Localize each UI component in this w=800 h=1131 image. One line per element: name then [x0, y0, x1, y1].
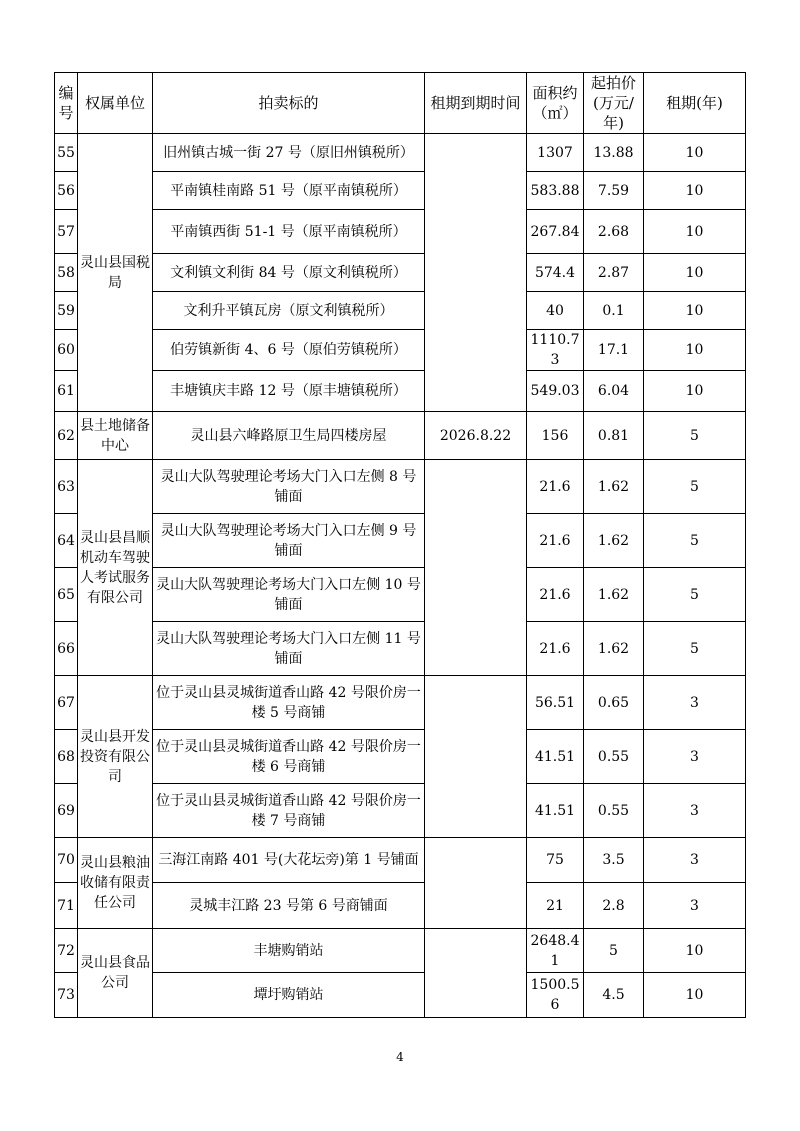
table-row [55, 838, 746, 883]
row-no: 57 [55, 210, 78, 254]
header-no: 编号 [55, 73, 78, 134]
row-target: 位于灵山县灵城街道香山路 42 号限价房一楼 7 号商铺 [153, 784, 425, 838]
row-term: 5 [644, 622, 746, 676]
row-target: 灵山大队驾驶理论考场大门入口左侧 10 号铺面 [153, 568, 425, 622]
owner-cell: 灵山县开发投资有限公司 [78, 676, 153, 838]
row-price: 7.59 [584, 172, 644, 210]
row-target: 丰塘购销站 [153, 929, 425, 973]
row-target: 灵山大队驾驶理论考场大门入口左侧 11 号铺面 [153, 622, 425, 676]
row-price: 5 [584, 929, 644, 973]
row-area: 1110.73 [527, 330, 584, 371]
row-target: 位于灵山县灵城街道香山路 42 号限价房一楼 5 号商铺 [153, 676, 425, 730]
header-target: 拍卖标的 [153, 73, 425, 134]
row-price: 1.62 [584, 514, 644, 568]
row-area: 21.6 [527, 460, 584, 514]
row-term: 3 [644, 838, 746, 883]
table-row [55, 568, 746, 622]
table-row [55, 172, 746, 210]
row-area: 2648.41 [527, 929, 584, 973]
table-row [55, 292, 746, 330]
row-price: 13.88 [584, 134, 644, 172]
row-price: 1.62 [584, 460, 644, 514]
header-price: 起拍价(万元/年) [584, 73, 644, 134]
row-no: 63 [55, 460, 78, 514]
row-area: 549.03 [527, 371, 584, 412]
row-no: 72 [55, 929, 78, 973]
row-no: 73 [55, 973, 78, 1018]
row-term: 10 [644, 210, 746, 254]
row-term: 10 [644, 134, 746, 172]
row-area: 21 [527, 883, 584, 929]
row-area: 41.51 [527, 784, 584, 838]
table-row [55, 460, 746, 514]
row-area: 56.51 [527, 676, 584, 730]
table-row [55, 330, 746, 371]
expiry-cell [425, 134, 527, 412]
row-term: 10 [644, 254, 746, 292]
row-no: 64 [55, 514, 78, 568]
row-price: 0.55 [584, 784, 644, 838]
table-row [55, 973, 746, 1018]
row-term: 5 [644, 514, 746, 568]
header-area: 面积约（㎡） [527, 73, 584, 134]
row-price: 1.62 [584, 568, 644, 622]
row-area: 583.88 [527, 172, 584, 210]
row-area: 1500.56 [527, 973, 584, 1018]
row-no: 68 [55, 730, 78, 784]
row-target: 伯劳镇新街 4、6 号（原伯劳镇税所） [153, 330, 425, 371]
row-target: 文利升平镇瓦房（原文利镇税所） [153, 292, 425, 330]
row-target: 灵山大队驾驶理论考场大门入口左侧 8 号铺面 [153, 460, 425, 514]
row-term: 3 [644, 730, 746, 784]
row-target: 平南镇西街 51-1 号（原平南镇税所） [153, 210, 425, 254]
table-row [55, 254, 746, 292]
table-row [55, 730, 746, 784]
row-area: 574.4 [527, 254, 584, 292]
row-area: 267.84 [527, 210, 584, 254]
row-no: 65 [55, 568, 78, 622]
table-row [55, 676, 746, 730]
header-expiry: 租期到期时间 [425, 73, 527, 134]
row-price: 2.8 [584, 883, 644, 929]
header-owner: 权属单位 [78, 73, 153, 134]
expiry-cell [425, 676, 527, 838]
row-no: 58 [55, 254, 78, 292]
expiry-cell [425, 838, 527, 929]
expiry-cell [425, 929, 527, 1018]
row-no: 56 [55, 172, 78, 210]
row-price: 0.1 [584, 292, 644, 330]
row-target: 旧州镇古城一街 27 号（原旧州镇税所） [153, 134, 425, 172]
owner-cell: 灵山县粮油收储有限责任公司 [78, 838, 153, 929]
row-no: 66 [55, 622, 78, 676]
row-term: 5 [644, 412, 746, 460]
header-row [55, 73, 746, 134]
row-term: 10 [644, 330, 746, 371]
row-term: 10 [644, 929, 746, 973]
row-price: 2.68 [584, 210, 644, 254]
auction-table [54, 72, 746, 1018]
row-term: 10 [644, 371, 746, 412]
row-no: 69 [55, 784, 78, 838]
row-term: 5 [644, 460, 746, 514]
table-row [55, 929, 746, 973]
row-area: 21.6 [527, 568, 584, 622]
row-no: 71 [55, 883, 78, 929]
table-row [55, 134, 746, 172]
row-no: 61 [55, 371, 78, 412]
row-target: 丰塘镇庆丰路 12 号（原丰塘镇税所） [153, 371, 425, 412]
row-term: 3 [644, 676, 746, 730]
row-term: 5 [644, 568, 746, 622]
page-number: 4 [396, 1050, 404, 1064]
row-area: 1307 [527, 134, 584, 172]
row-target: 灵城丰江路 23 号第 6 号商铺面 [153, 883, 425, 929]
row-no: 55 [55, 134, 78, 172]
row-area: 40 [527, 292, 584, 330]
row-price: 0.65 [584, 676, 644, 730]
table-row [55, 784, 746, 838]
row-term: 3 [644, 883, 746, 929]
row-area: 156 [527, 412, 584, 460]
row-price: 3.5 [584, 838, 644, 883]
row-term: 10 [644, 973, 746, 1018]
row-term: 10 [644, 172, 746, 210]
row-no: 67 [55, 676, 78, 730]
owner-cell: 县土地储备中心 [78, 412, 153, 460]
row-area: 21.6 [527, 514, 584, 568]
row-price: 6.04 [584, 371, 644, 412]
row-price: 0.55 [584, 730, 644, 784]
owner-cell: 灵山县昌顺机动车驾驶人考试服务有限公司 [78, 460, 153, 676]
row-target: 平南镇桂南路 51 号（原平南镇税所） [153, 172, 425, 210]
row-area: 21.6 [527, 622, 584, 676]
row-target: 三海江南路 401 号(大花坛旁)第 1 号铺面 [153, 838, 425, 883]
owner-cell: 灵山县国税局 [78, 134, 153, 412]
row-price: 4.5 [584, 973, 644, 1018]
row-target: 灵山大队驾驶理论考场大门入口左侧 9 号铺面 [153, 514, 425, 568]
table-row [55, 371, 746, 412]
row-price: 0.81 [584, 412, 644, 460]
row-term: 10 [644, 292, 746, 330]
row-area: 41.51 [527, 730, 584, 784]
row-target: 灵山县六峰路原卫生局四楼房屋 [153, 412, 425, 460]
row-no: 60 [55, 330, 78, 371]
row-no: 59 [55, 292, 78, 330]
table-row [55, 210, 746, 254]
row-target: 墰圩购销站 [153, 973, 425, 1018]
row-price: 1.62 [584, 622, 644, 676]
row-area: 75 [527, 838, 584, 883]
row-target: 位于灵山县灵城街道香山路 42 号限价房一楼 6 号商铺 [153, 730, 425, 784]
table-row [55, 883, 746, 929]
owner-cell: 灵山县食品公司 [78, 929, 153, 1018]
row-price: 2.87 [584, 254, 644, 292]
header-term: 租期(年) [644, 73, 746, 134]
row-no: 70 [55, 838, 78, 883]
row-price: 17.1 [584, 330, 644, 371]
table-row [55, 514, 746, 568]
expiry-cell [425, 460, 527, 676]
row-no: 62 [55, 412, 78, 460]
row-term: 3 [644, 784, 746, 838]
table-row [55, 622, 746, 676]
table-row [55, 412, 746, 460]
expiry-cell: 2026.8.22 [425, 412, 527, 460]
row-target: 文利镇文利街 84 号（原文利镇税所） [153, 254, 425, 292]
